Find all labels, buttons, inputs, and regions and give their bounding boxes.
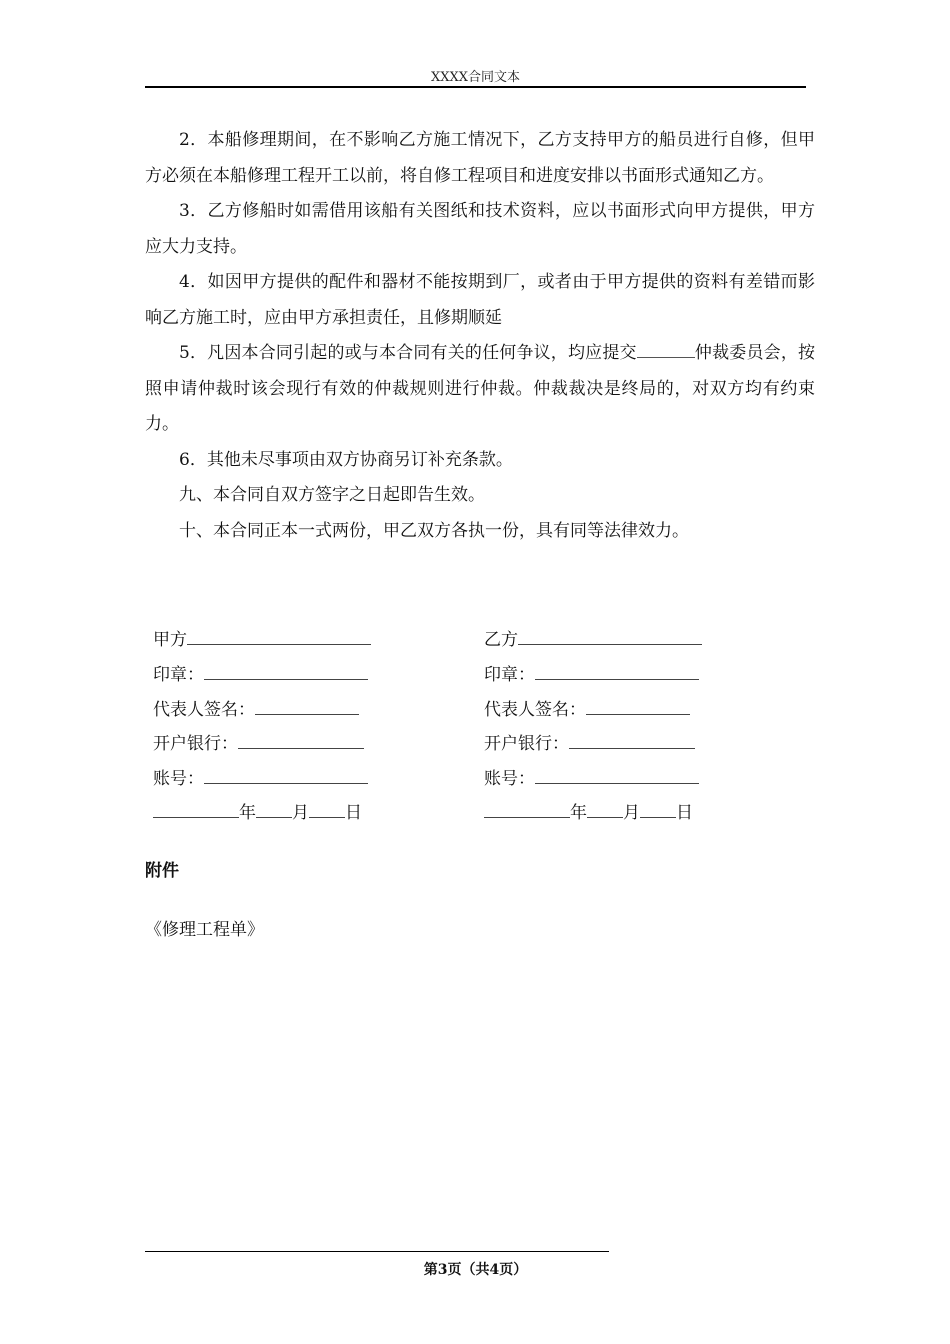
party-b-seal-blank bbox=[535, 661, 699, 680]
party-a-bank-label: 开户银行： bbox=[153, 734, 238, 754]
party-a-bank-blank bbox=[238, 730, 364, 749]
party-b-line bbox=[484, 626, 702, 652]
clause-2-rest: 修，但甲方必须在本船修理工程开工以前，将自修工程项目和进度安排以书面形式通知乙方。 bbox=[145, 130, 815, 186]
document-header: XXXX合同文本 bbox=[430, 70, 521, 85]
attachment-item: 《修理工程单》 bbox=[145, 920, 264, 940]
clause-5 bbox=[145, 336, 815, 443]
party-a-bank-line bbox=[153, 730, 364, 756]
party-b-year-label: 年 bbox=[570, 803, 587, 823]
party-b-rep-blank bbox=[586, 696, 690, 715]
clause-3 bbox=[145, 194, 815, 265]
party-a-account-label: 账号： bbox=[153, 769, 204, 789]
party-b-day-blank bbox=[640, 799, 676, 818]
party-a-line bbox=[153, 626, 371, 652]
clause-2-line1: 2．本船修理期间，在不影响乙方施工情况下，乙方支持甲方的船员进行自 bbox=[179, 130, 746, 150]
party-a-rep-label: 代表人签名： bbox=[153, 700, 255, 720]
footer-rule bbox=[145, 1251, 609, 1252]
clause-10: 十、本合同正本一式两份，甲乙双方各执一份，具有同等法律效力。 bbox=[179, 520, 689, 541]
party-b-account-line bbox=[484, 765, 699, 791]
party-b-account-label: 账号： bbox=[484, 769, 535, 789]
clause-2 bbox=[145, 123, 815, 194]
party-b-date-line bbox=[484, 799, 693, 825]
clause-3-rest: 供，甲方应大力支持。 bbox=[145, 201, 815, 257]
party-b-account-blank bbox=[535, 765, 699, 784]
arbitration-blank bbox=[637, 341, 695, 358]
party-a-account-blank bbox=[204, 765, 368, 784]
party-b-seal-line bbox=[484, 661, 699, 687]
clause-3-line1: 3．乙方修船时如需借用该船有关图纸和技术资料，应以书面形式向甲方提 bbox=[179, 201, 746, 221]
party-a-day-blank bbox=[309, 799, 345, 818]
attachment-title: 附件 bbox=[145, 861, 179, 881]
party-b-blank bbox=[518, 626, 702, 645]
clause-4 bbox=[145, 265, 815, 336]
party-b-seal-label: 印章： bbox=[484, 665, 535, 685]
clause-5-suffix: 仲裁委 bbox=[694, 343, 747, 363]
party-b-month-blank bbox=[587, 799, 623, 818]
party-b-bank-blank bbox=[569, 730, 695, 749]
party-a-rep-blank bbox=[255, 696, 359, 715]
party-b-rep-line bbox=[484, 696, 690, 722]
party-a-rep-line bbox=[153, 696, 359, 722]
party-a-seal-label: 印章： bbox=[153, 665, 204, 685]
party-a-seal-line bbox=[153, 661, 368, 687]
party-a-month-blank bbox=[256, 799, 292, 818]
party-a-account-line bbox=[153, 765, 368, 791]
party-b-day-label: 日 bbox=[676, 803, 693, 823]
party-b-label: 乙方 bbox=[484, 630, 518, 650]
clause-6: 6．其他未尽事项由双方协商另订补充条款。 bbox=[179, 449, 513, 470]
clause-5-prefix: 5．凡因本合同引起的或与本合同有关的任何争议，均应提交 bbox=[179, 343, 637, 363]
party-a-day-label: 日 bbox=[345, 803, 362, 823]
party-a-month-label: 月 bbox=[292, 803, 309, 823]
clause-5-rest: 员会，按照申请仲裁时该会现行有效的仲裁规则进行仲裁。仲裁裁决是终局的，对双方均有约束力。 bbox=[145, 343, 815, 434]
clause-4-rest: 差错而影响乙方施工时，应由甲方承担责任，且修期顺延 bbox=[145, 272, 815, 328]
clause-4-line1: 4．如因甲方提供的配件和器材不能按期到厂，或者由于甲方提供的资料有 bbox=[179, 272, 746, 292]
party-a-date-line bbox=[153, 799, 362, 825]
party-a-seal-blank bbox=[204, 661, 368, 680]
party-b-year-blank bbox=[484, 799, 570, 818]
party-b-bank-label: 开户银行： bbox=[484, 734, 569, 754]
party-a-year-label: 年 bbox=[239, 803, 256, 823]
party-a-label: 甲方 bbox=[153, 630, 187, 650]
party-a-blank bbox=[187, 626, 371, 645]
party-a-year-blank bbox=[153, 799, 239, 818]
contract-body bbox=[145, 123, 815, 549]
party-b-rep-label: 代表人签名： bbox=[484, 700, 586, 720]
header-rule bbox=[145, 86, 806, 88]
party-b-bank-line bbox=[484, 730, 695, 756]
clause-9: 九、本合同自双方签字之日起即告生效。 bbox=[179, 485, 485, 505]
page-number: 第3页（共4页） bbox=[423, 1262, 528, 1278]
party-b-month-label: 月 bbox=[623, 803, 640, 823]
